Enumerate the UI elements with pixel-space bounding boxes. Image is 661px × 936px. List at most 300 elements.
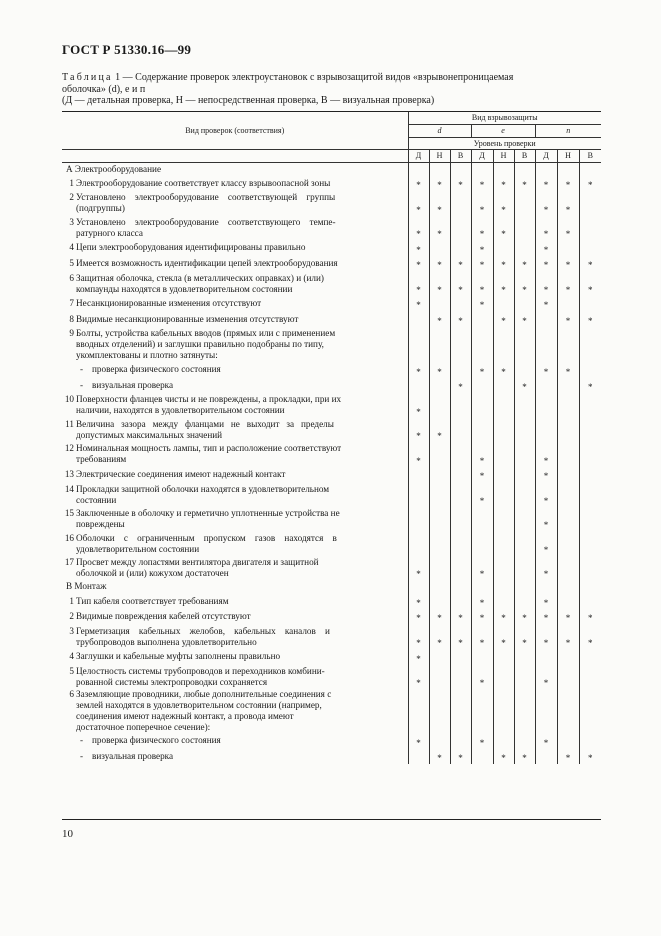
empty-cell <box>450 296 471 312</box>
description-line: оболочкой и (или) кожухом достаточен <box>76 568 229 578</box>
empty-cell <box>471 507 493 532</box>
check-mark: * <box>493 609 514 625</box>
table-row <box>62 256 601 272</box>
empty-cell <box>514 733 535 749</box>
check-mark: * <box>429 311 450 327</box>
check-mark: * <box>579 749 601 765</box>
description-line: трубопроводов выполнена удовлетворительно <box>76 636 257 647</box>
column-header-check-kind: Вид проверок (соответствия) <box>62 112 408 149</box>
item-number: 16 <box>64 532 74 543</box>
check-mark: * <box>471 296 493 312</box>
item-number: 2 <box>69 611 74 622</box>
check-mark: * <box>514 176 535 192</box>
empty-cell <box>579 531 601 556</box>
empty-cell <box>471 311 493 327</box>
check-mark: * <box>450 311 471 327</box>
empty-cell <box>408 749 429 765</box>
table-row <box>62 362 601 378</box>
empty-cell <box>579 296 601 312</box>
check-description <box>62 624 408 649</box>
check-mark: * <box>408 665 429 690</box>
check-mark: * <box>450 176 471 192</box>
empty-cell <box>450 467 471 483</box>
description-line: Защитная оболочка, стекла (в металлических оправках) и (или) <box>76 272 324 283</box>
check-description <box>62 393 408 418</box>
table-row <box>62 665 601 690</box>
empty-cell <box>471 327 493 362</box>
empty-cell <box>471 418 493 443</box>
description-line: визуальная проверка <box>92 379 174 390</box>
empty-cell <box>557 378 579 394</box>
item-number: 13 <box>64 468 74 479</box>
description-line: требованиям <box>76 454 127 465</box>
protection-type-d: d <box>408 124 471 137</box>
empty-cell <box>579 593 601 609</box>
check-mark: * <box>579 624 601 649</box>
check-mark: * <box>471 256 493 272</box>
empty-cell <box>514 393 535 418</box>
description-line: Электрические соединения имеют надежный контакт <box>76 468 286 479</box>
empty-cell <box>429 467 450 483</box>
check-mark: * <box>471 240 493 256</box>
empty-cell <box>557 240 579 256</box>
empty-cell <box>579 507 601 532</box>
check-mark: * <box>493 749 514 765</box>
check-mark: * <box>450 378 471 394</box>
page-number: 10 <box>62 828 73 840</box>
empty-cell <box>514 580 535 593</box>
check-description <box>62 442 408 467</box>
table-row <box>62 531 601 556</box>
check-mark: * <box>408 191 429 216</box>
empty-cell <box>514 191 535 216</box>
empty-cell <box>514 531 535 556</box>
description-line: Тип кабеля соответствует требованиям <box>76 595 229 606</box>
description-line: Герметизация кабельных желобов, кабельных каналов и <box>76 625 330 636</box>
empty-cell <box>471 378 493 394</box>
check-mark: * <box>408 393 429 418</box>
check-mark: * <box>579 271 601 296</box>
check-mark: * <box>557 362 579 378</box>
empty-cell <box>557 296 579 312</box>
check-mark: * <box>429 418 450 443</box>
empty-cell <box>450 393 471 418</box>
check-mark: * <box>429 624 450 649</box>
description-line: Видимые несанкционированные изменения отсутствуют <box>76 313 299 324</box>
check-mark: * <box>493 216 514 241</box>
empty-cell <box>557 556 579 581</box>
check-mark: * <box>579 378 601 394</box>
item-number: 4 <box>69 242 74 253</box>
standard-designation: ГОСТ Р 51330.16—99 <box>62 42 192 57</box>
check-mark: * <box>471 442 493 467</box>
table-row <box>62 311 601 327</box>
description-line: компаунды находятся в удовлетворительном состоянии <box>76 283 293 294</box>
table-word: Таблица <box>62 72 113 83</box>
empty-cell <box>493 327 514 362</box>
item-number: 15 <box>64 508 74 518</box>
description-line: Поверхности фланцев чисты и не повреждены, а прокладки, при их <box>76 394 342 405</box>
check-mark: * <box>408 216 429 241</box>
check-description <box>62 609 408 625</box>
check-mark: * <box>535 256 557 272</box>
empty-cell <box>429 393 450 418</box>
empty-cell <box>471 649 493 665</box>
empty-cell <box>514 482 535 507</box>
empty-cell <box>450 733 471 749</box>
check-description <box>62 271 408 296</box>
check-mark: * <box>535 296 557 312</box>
table-row <box>62 507 601 532</box>
empty-cell <box>557 162 579 176</box>
item-number: 3 <box>69 625 74 636</box>
empty-cell <box>408 531 429 556</box>
empty-cell <box>450 216 471 241</box>
check-mark: * <box>493 271 514 296</box>
check-mark: * <box>450 609 471 625</box>
list-dash: - <box>80 750 84 761</box>
description-line: Целостность системы трубопроводов и переходников комбини- <box>76 665 325 676</box>
table-row <box>62 378 601 394</box>
empty-cell <box>450 556 471 581</box>
description-line: Болты, устройства кабельных вводов (прямых или с применением <box>76 327 336 338</box>
check-mark: * <box>450 749 471 765</box>
check-mark: * <box>471 556 493 581</box>
empty-cell <box>535 378 557 394</box>
table-row <box>62 418 601 443</box>
check-description <box>62 327 408 362</box>
check-mark: * <box>493 311 514 327</box>
empty-cell <box>429 733 450 749</box>
description-line: достаточное поперечное сечение): <box>76 722 211 733</box>
empty-cell <box>557 580 579 593</box>
empty-cell <box>535 418 557 443</box>
check-mark: * <box>429 362 450 378</box>
empty-cell <box>493 665 514 690</box>
description-line: проверка физического состояния <box>92 364 221 375</box>
check-mark: * <box>471 609 493 625</box>
check-mark: * <box>471 271 493 296</box>
description-line: соединения имеют надежный контакт, а провода имеют <box>76 711 294 722</box>
description-line: рованной системы электропроводки сохраняется <box>76 676 268 687</box>
table-row <box>62 216 601 241</box>
empty-cell <box>579 240 601 256</box>
table-row <box>62 240 601 256</box>
empty-cell <box>429 296 450 312</box>
empty-cell <box>429 442 450 467</box>
description-line: повреждены <box>76 519 125 529</box>
empty-cell <box>408 467 429 483</box>
empty-cell <box>557 531 579 556</box>
list-dash: - <box>80 379 84 390</box>
description-line: состоянии <box>76 494 117 505</box>
check-description <box>62 467 408 483</box>
check-mark: * <box>535 240 557 256</box>
check-mark: * <box>535 442 557 467</box>
list-dash: - <box>80 364 84 375</box>
empty-cell <box>429 593 450 609</box>
empty-cell <box>429 162 450 176</box>
table-row <box>62 749 601 765</box>
description-line: землей находятся в удовлетворительном состоянии (например, <box>76 700 322 711</box>
description-line: Заземляющие проводники, любые дополнительные соединения с <box>76 689 332 700</box>
check-mark: * <box>471 176 493 192</box>
empty-cell <box>514 418 535 443</box>
check-description <box>62 665 408 690</box>
check-mark: * <box>450 271 471 296</box>
empty-cell <box>514 362 535 378</box>
empty-cell <box>408 162 429 176</box>
table-caption-text: 1 — Содержание проверок электроустановок с взрывозащитой видов «взрывонепроницаемая <box>112 72 514 83</box>
section-row <box>62 580 601 593</box>
description-line: Установлено электрооборудование соответствующей группы <box>76 192 336 203</box>
item-number: 2 <box>69 192 74 203</box>
level-header-cell: В <box>514 149 535 162</box>
check-mark: * <box>535 624 557 649</box>
empty-cell <box>450 418 471 443</box>
empty-cell <box>579 191 601 216</box>
empty-cell <box>557 593 579 609</box>
empty-cell <box>579 665 601 690</box>
table-row <box>62 393 601 418</box>
section-row <box>62 162 601 176</box>
empty-cell <box>408 580 429 593</box>
empty-cell <box>514 327 535 362</box>
empty-cell <box>429 378 450 394</box>
empty-cell <box>557 482 579 507</box>
check-mark: * <box>471 467 493 483</box>
table-row <box>62 609 601 625</box>
check-description <box>62 176 408 192</box>
empty-cell <box>450 689 471 733</box>
check-mark: * <box>557 749 579 765</box>
empty-cell <box>450 362 471 378</box>
empty-cell <box>429 482 450 507</box>
empty-cell <box>535 162 557 176</box>
empty-cell <box>429 649 450 665</box>
empty-cell <box>579 733 601 749</box>
empty-cell <box>557 689 579 733</box>
description-line: визуальная проверка <box>92 750 174 761</box>
empty-cell <box>514 556 535 581</box>
check-mark: * <box>471 482 493 507</box>
item-number: 12 <box>64 443 74 454</box>
empty-cell <box>579 482 601 507</box>
description-line: (подгруппы) <box>76 203 125 214</box>
check-mark: * <box>557 216 579 241</box>
check-mark: * <box>471 362 493 378</box>
check-description <box>62 418 408 443</box>
description-line: Величина зазора между фланцами не выходит за пределы <box>76 418 334 429</box>
empty-cell <box>471 580 493 593</box>
check-mark: * <box>535 665 557 690</box>
empty-cell <box>429 531 450 556</box>
check-mark: * <box>408 624 429 649</box>
empty-cell <box>514 240 535 256</box>
table-row <box>62 191 601 216</box>
table-row <box>62 296 601 312</box>
check-mark: * <box>514 609 535 625</box>
level-header-cell: В <box>450 149 471 162</box>
empty-cell <box>450 593 471 609</box>
empty-cell <box>579 327 601 362</box>
check-mark: * <box>471 733 493 749</box>
check-description <box>62 256 408 272</box>
empty-cell <box>535 393 557 418</box>
empty-cell <box>557 733 579 749</box>
item-number: 14 <box>64 483 74 494</box>
description-line: допустимых максимальных значений <box>76 429 223 440</box>
check-mark: * <box>408 649 429 665</box>
empty-cell <box>514 442 535 467</box>
empty-cell <box>471 531 493 556</box>
empty-cell <box>493 689 514 733</box>
check-mark: * <box>429 271 450 296</box>
empty-cell <box>514 665 535 690</box>
table-caption <box>62 72 602 107</box>
section-title: А Электрооборудование <box>66 163 162 174</box>
item-number: 11 <box>65 418 74 429</box>
table-row <box>62 689 601 733</box>
level-header-cell: Д <box>408 149 429 162</box>
check-description <box>62 556 408 581</box>
empty-cell <box>408 689 429 733</box>
description-line: ратурного класса <box>76 227 143 238</box>
check-mark: * <box>514 378 535 394</box>
check-mark: * <box>408 296 429 312</box>
check-description <box>62 216 408 241</box>
empty-cell <box>493 507 514 532</box>
check-mark: * <box>429 749 450 765</box>
check-mark: * <box>514 256 535 272</box>
header-protection-type: Вид взрывозащиты <box>408 112 601 124</box>
empty-cell <box>408 507 429 532</box>
description-line: Прокладки защитной оболочки находятся в удовлетворительном <box>76 483 330 494</box>
table-row <box>62 176 601 192</box>
empty-cell <box>535 327 557 362</box>
table-row <box>62 271 601 296</box>
item-number: 8 <box>69 313 74 324</box>
item-number: 7 <box>69 298 74 309</box>
check-mark: * <box>493 624 514 649</box>
check-description <box>62 531 408 556</box>
item-number: 1 <box>69 177 74 188</box>
check-mark: * <box>535 556 557 581</box>
empty-cell <box>579 580 601 593</box>
empty-cell <box>450 327 471 362</box>
empty-cell <box>450 191 471 216</box>
empty-cell <box>579 162 601 176</box>
empty-cell <box>514 593 535 609</box>
check-mark: * <box>535 467 557 483</box>
description-line: Заглушки и кабельные муфты заполнены правильно <box>76 651 281 662</box>
check-mark: * <box>557 311 579 327</box>
description-line: наличии, находятся в удовлетворительном состоянии <box>76 405 285 416</box>
empty-cell <box>493 418 514 443</box>
description-line: Номинальная мощность лампы, тип и расположение соответствуют <box>76 443 342 454</box>
check-mark: * <box>408 256 429 272</box>
table-row <box>62 733 601 749</box>
empty-cell <box>471 689 493 733</box>
table-row <box>62 482 601 507</box>
empty-cell <box>514 296 535 312</box>
check-mark: * <box>557 271 579 296</box>
empty-cell <box>493 733 514 749</box>
check-mark: * <box>535 507 557 532</box>
empty-cell <box>514 467 535 483</box>
empty-cell <box>493 580 514 593</box>
check-mark: * <box>471 216 493 241</box>
list-dash: - <box>80 735 84 746</box>
check-mark: * <box>535 191 557 216</box>
item-number: 1 <box>69 595 74 606</box>
table-row <box>62 327 601 362</box>
empty-cell <box>450 162 471 176</box>
check-mark: * <box>535 609 557 625</box>
item-number: 10 <box>64 394 74 405</box>
empty-cell <box>408 482 429 507</box>
inspection-table <box>62 112 601 764</box>
check-mark: * <box>408 556 429 581</box>
empty-cell <box>535 689 557 733</box>
empty-cell <box>579 556 601 581</box>
empty-cell <box>471 749 493 765</box>
section-title: В Монтаж <box>66 581 107 592</box>
empty-cell <box>579 442 601 467</box>
level-header-cell: Д <box>535 149 557 162</box>
check-mark: * <box>579 256 601 272</box>
check-description <box>62 240 408 256</box>
level-header-cell: Д <box>471 149 493 162</box>
empty-cell <box>579 362 601 378</box>
check-mark: * <box>535 482 557 507</box>
empty-cell <box>535 749 557 765</box>
protection-type-n: n <box>535 124 601 137</box>
description-line: Просвет между лопастями вентилятора двигателя и защитной <box>76 557 319 567</box>
check-mark: * <box>579 311 601 327</box>
check-mark: * <box>450 256 471 272</box>
check-description <box>62 749 408 765</box>
check-mark: * <box>429 176 450 192</box>
empty-cell <box>429 689 450 733</box>
description-line: Видимые повреждения кабелей отсутствуют <box>76 611 251 622</box>
description-line: укомплектованы и плотно затянуты: <box>76 349 218 360</box>
empty-cell <box>493 482 514 507</box>
empty-cell <box>493 556 514 581</box>
inspection-table-frame <box>62 111 601 820</box>
item-number: 5 <box>69 665 74 676</box>
empty-cell <box>493 393 514 418</box>
table-row <box>62 556 601 581</box>
table-row <box>62 442 601 467</box>
description-line: Оболочки с ограниченным пропуском газов находятся в <box>76 532 337 543</box>
empty-cell <box>429 580 450 593</box>
check-mark: * <box>535 531 557 556</box>
empty-cell <box>471 393 493 418</box>
check-description <box>62 296 408 312</box>
check-description <box>62 191 408 216</box>
empty-cell <box>429 507 450 532</box>
check-mark: * <box>408 176 429 192</box>
empty-cell <box>514 216 535 241</box>
check-description <box>62 482 408 507</box>
check-description <box>62 362 408 378</box>
description-line: Цепи электрооборудования идентифицированы правильно <box>76 242 306 253</box>
check-mark: * <box>535 271 557 296</box>
empty-cell <box>408 311 429 327</box>
description-line: вводных отделений) и заглушки правильно подобраны по типу, <box>76 338 324 349</box>
empty-cell <box>579 216 601 241</box>
